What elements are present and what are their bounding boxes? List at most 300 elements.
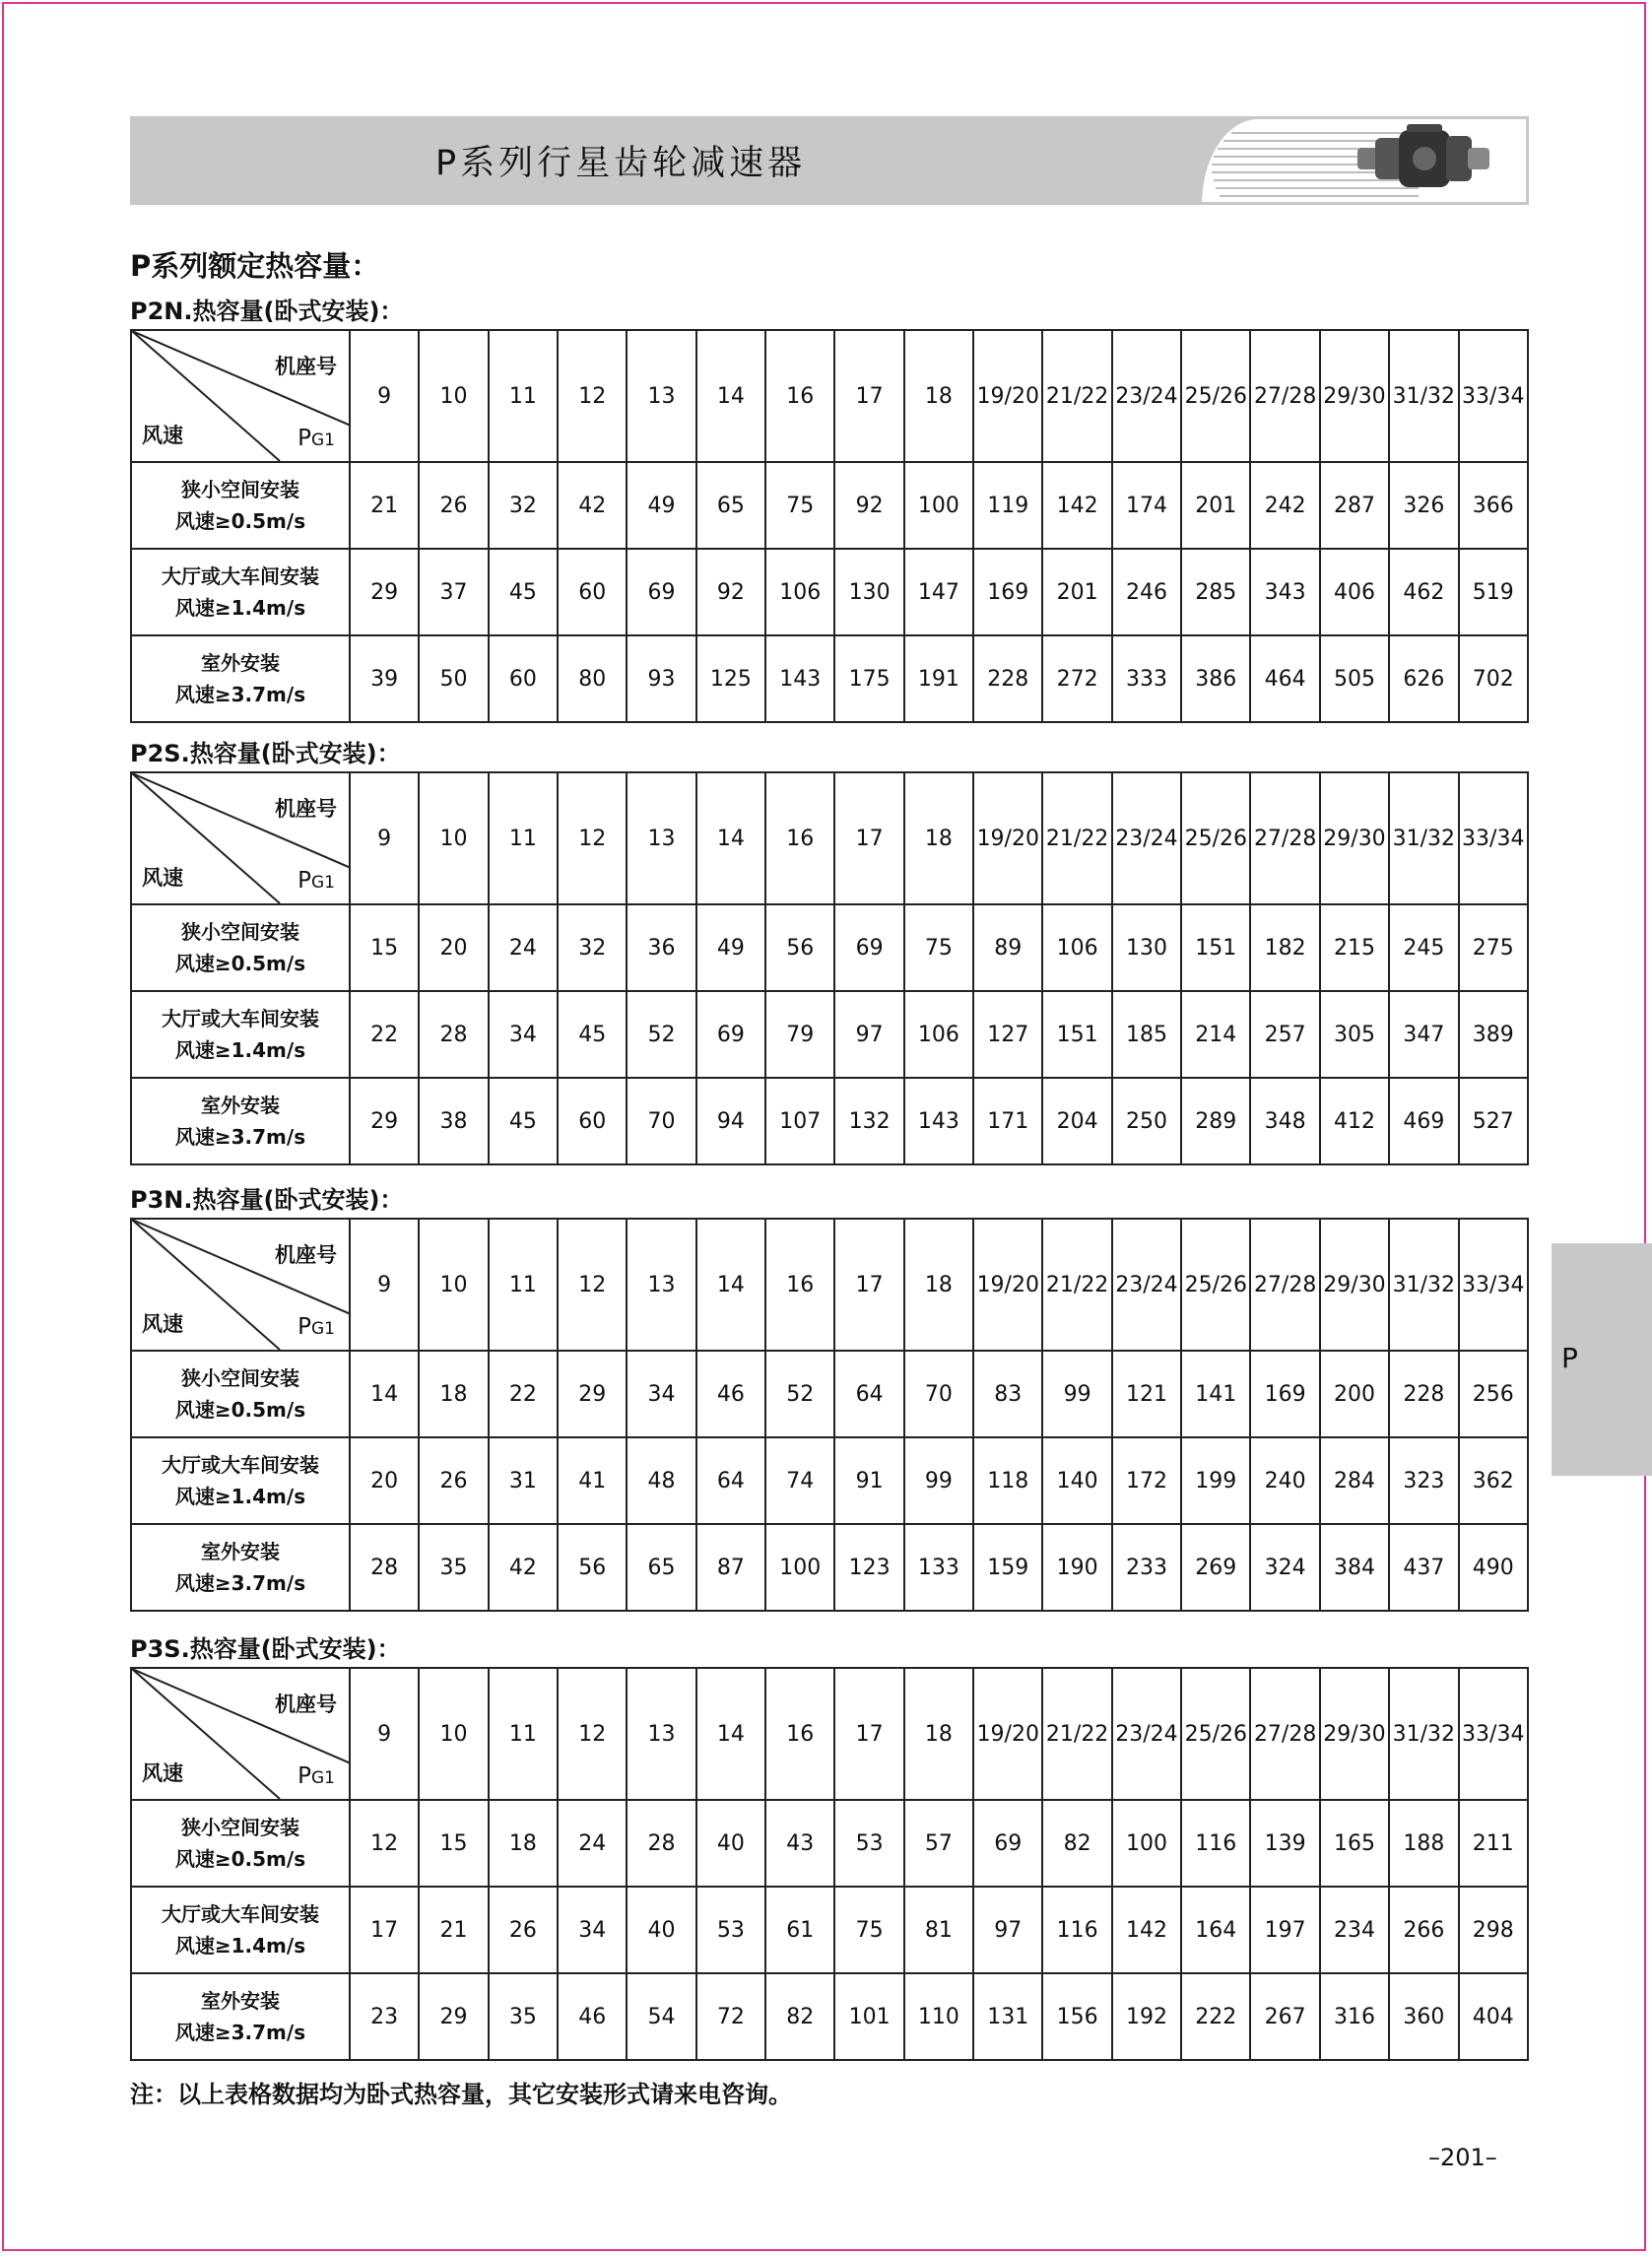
value-cell: 56 — [558, 1524, 627, 1611]
value-cell: 285 — [1181, 549, 1250, 635]
column-header: 14 — [696, 772, 765, 904]
column-header: 23/24 — [1112, 772, 1181, 904]
wind-speed-value: 风速≥0.5m/s — [174, 952, 306, 975]
value-cell: 61 — [765, 1887, 834, 1973]
value-cell: 233 — [1112, 1524, 1181, 1611]
table-title: P3S.热容量(卧式安装)： — [130, 1635, 401, 1663]
value-cell: 228 — [1389, 1351, 1458, 1437]
row-label — [131, 991, 350, 1078]
wind-speed-label: 风速 — [142, 866, 183, 890]
value-cell: 326 — [1389, 462, 1458, 549]
value-cell: 165 — [1320, 1800, 1389, 1887]
value-cell: 490 — [1459, 1524, 1529, 1611]
column-header: 27/28 — [1250, 1668, 1319, 1800]
column-header: 17 — [834, 1668, 903, 1800]
value-cell: 72 — [696, 1973, 765, 2060]
column-header: 33/34 — [1459, 330, 1529, 462]
column-header: 11 — [489, 1668, 558, 1800]
value-cell: 60 — [489, 635, 558, 722]
column-header: 31/32 — [1389, 1219, 1458, 1351]
value-cell: 626 — [1389, 635, 1458, 722]
wind-speed-value: 风速≥0.5m/s — [174, 509, 306, 533]
table-row — [131, 1524, 1528, 1611]
install-type: 大厅或大车间安装 — [162, 1902, 319, 1926]
value-cell: 99 — [904, 1437, 973, 1524]
value-cell: 141 — [1181, 1351, 1250, 1437]
column-header: 29/30 — [1320, 330, 1389, 462]
value-cell: 37 — [419, 549, 488, 635]
value-cell: 24 — [489, 904, 558, 991]
row-label — [131, 1351, 350, 1437]
value-cell: 56 — [765, 904, 834, 991]
value-cell: 97 — [834, 991, 903, 1078]
value-cell: 35 — [489, 1973, 558, 2060]
install-type: 狭小空间安装 — [181, 1366, 299, 1390]
value-cell: 35 — [419, 1524, 488, 1611]
value-cell: 60 — [558, 549, 627, 635]
column-header: 23/24 — [1112, 1219, 1181, 1351]
value-cell: 42 — [558, 462, 627, 549]
value-cell: 275 — [1459, 904, 1529, 991]
diagonal-header-cell — [131, 772, 350, 904]
value-cell: 200 — [1320, 1351, 1389, 1437]
page-heading: P系列额定热容量： — [130, 249, 380, 283]
value-cell: 75 — [904, 904, 973, 991]
value-cell: 29 — [350, 549, 419, 635]
value-cell: 92 — [696, 549, 765, 635]
value-cell: 527 — [1459, 1078, 1529, 1164]
value-cell: 147 — [904, 549, 973, 635]
row-label — [131, 549, 350, 635]
table-row — [131, 1973, 1528, 2060]
value-cell: 69 — [973, 1800, 1042, 1887]
column-header: 25/26 — [1181, 330, 1250, 462]
wind-speed-label: 风速 — [142, 424, 183, 447]
pg-label: P — [297, 1314, 311, 1340]
value-cell: 34 — [558, 1887, 627, 1973]
value-cell: 38 — [419, 1078, 488, 1164]
table-row — [131, 1078, 1528, 1164]
value-cell: 214 — [1181, 991, 1250, 1078]
column-header: 18 — [904, 1219, 973, 1351]
table-row — [131, 1887, 1528, 1973]
value-cell: 174 — [1112, 462, 1181, 549]
value-cell: 100 — [765, 1524, 834, 1611]
value-cell: 43 — [765, 1800, 834, 1887]
column-header: 21/22 — [1042, 330, 1111, 462]
value-cell: 26 — [419, 462, 488, 549]
value-cell: 18 — [489, 1800, 558, 1887]
value-cell: 343 — [1250, 549, 1319, 635]
heat-capacity-table — [130, 1218, 1529, 1612]
value-cell: 74 — [765, 1437, 834, 1524]
column-header: 17 — [834, 330, 903, 462]
value-cell: 324 — [1250, 1524, 1319, 1611]
value-cell: 406 — [1320, 549, 1389, 635]
value-cell: 26 — [419, 1437, 488, 1524]
value-cell: 182 — [1250, 904, 1319, 991]
column-header: 12 — [558, 330, 627, 462]
value-cell: 97 — [973, 1887, 1042, 1973]
value-cell: 70 — [904, 1351, 973, 1437]
column-header: 25/26 — [1181, 1668, 1250, 1800]
value-cell: 201 — [1042, 549, 1111, 635]
install-type: 室外安装 — [201, 651, 280, 675]
value-cell: 140 — [1042, 1437, 1111, 1524]
value-cell: 23 — [350, 1973, 419, 2060]
value-cell: 171 — [973, 1078, 1042, 1164]
pg-subscript: G1 — [311, 1768, 335, 1788]
wind-speed-value: 风速≥3.7m/s — [174, 1571, 306, 1595]
value-cell: 256 — [1459, 1351, 1529, 1437]
column-header: 31/32 — [1389, 330, 1458, 462]
column-header: 33/34 — [1459, 1668, 1529, 1800]
table-title: P2N.热容量(卧式安装)： — [130, 298, 404, 325]
value-cell: 267 — [1250, 1973, 1319, 2060]
pg-label: P — [297, 868, 311, 894]
column-header: 16 — [765, 772, 834, 904]
value-cell: 298 — [1459, 1887, 1529, 1973]
install-type: 室外安装 — [201, 1540, 280, 1563]
value-cell: 45 — [489, 549, 558, 635]
pg-subscript: G1 — [311, 873, 335, 893]
value-cell: 702 — [1459, 635, 1529, 722]
value-cell: 143 — [904, 1078, 973, 1164]
value-cell: 83 — [973, 1351, 1042, 1437]
value-cell: 201 — [1181, 462, 1250, 549]
value-cell: 29 — [350, 1078, 419, 1164]
value-cell: 462 — [1389, 549, 1458, 635]
column-header: 11 — [489, 1219, 558, 1351]
value-cell: 82 — [765, 1973, 834, 2060]
value-cell: 34 — [627, 1351, 695, 1437]
value-cell: 469 — [1389, 1078, 1458, 1164]
value-cell: 139 — [1250, 1800, 1319, 1887]
column-header: 21/22 — [1042, 1668, 1111, 1800]
value-cell: 46 — [696, 1351, 765, 1437]
value-cell: 107 — [765, 1078, 834, 1164]
install-type: 狭小空间安装 — [181, 920, 299, 944]
row-label — [131, 1887, 350, 1973]
column-header: 9 — [350, 1219, 419, 1351]
column-header: 21/22 — [1042, 772, 1111, 904]
value-cell: 89 — [973, 904, 1042, 991]
value-cell: 65 — [627, 1524, 695, 1611]
value-cell: 246 — [1112, 549, 1181, 635]
value-cell: 384 — [1320, 1524, 1389, 1611]
column-header: 11 — [489, 330, 558, 462]
column-header: 14 — [696, 1219, 765, 1351]
column-header: 9 — [350, 330, 419, 462]
value-cell: 28 — [419, 991, 488, 1078]
column-header: 14 — [696, 330, 765, 462]
diagonal-header-cell — [131, 1668, 350, 1800]
value-cell: 169 — [973, 549, 1042, 635]
value-cell: 92 — [834, 462, 903, 549]
table-row — [131, 1800, 1528, 1887]
column-header: 19/20 — [973, 330, 1042, 462]
value-cell: 52 — [765, 1351, 834, 1437]
column-header: 9 — [350, 772, 419, 904]
value-cell: 110 — [904, 1973, 973, 2060]
install-type: 狭小空间安装 — [181, 1816, 299, 1839]
value-cell: 127 — [973, 991, 1042, 1078]
column-header: 10 — [419, 1219, 488, 1351]
table-row — [131, 549, 1528, 635]
value-cell: 17 — [350, 1887, 419, 1973]
column-header: 23/24 — [1112, 330, 1181, 462]
value-cell: 21 — [350, 462, 419, 549]
value-cell: 197 — [1250, 1887, 1319, 1973]
value-cell: 360 — [1389, 1973, 1458, 2060]
column-header: 12 — [558, 772, 627, 904]
frame-no-label: 机座号 — [275, 797, 337, 821]
value-cell: 106 — [904, 991, 973, 1078]
value-cell: 132 — [834, 1078, 903, 1164]
column-header: 17 — [834, 772, 903, 904]
install-type: 室外安装 — [201, 1989, 280, 2013]
value-cell: 20 — [350, 1437, 419, 1524]
value-cell: 29 — [419, 1973, 488, 2060]
value-cell: 82 — [1042, 1800, 1111, 1887]
column-header: 11 — [489, 772, 558, 904]
page-title: P系列行星齿轮减速器 — [435, 144, 807, 183]
column-header: 19/20 — [973, 1668, 1042, 1800]
value-cell: 143 — [765, 635, 834, 722]
heat-capacity-table — [130, 329, 1529, 723]
value-cell: 53 — [834, 1800, 903, 1887]
value-cell: 272 — [1042, 635, 1111, 722]
value-cell: 21 — [419, 1887, 488, 1973]
value-cell: 164 — [1181, 1887, 1250, 1973]
value-cell: 81 — [904, 1887, 973, 1973]
value-cell: 240 — [1250, 1437, 1319, 1524]
value-cell: 133 — [904, 1524, 973, 1611]
table-title: P3N.热容量(卧式安装)： — [130, 1186, 404, 1214]
row-label — [131, 1973, 350, 2060]
column-header: 10 — [419, 772, 488, 904]
value-cell: 15 — [419, 1800, 488, 1887]
value-cell: 87 — [696, 1524, 765, 1611]
pg-label: P — [297, 426, 311, 451]
pg-subscript: G1 — [311, 431, 335, 450]
value-cell: 80 — [558, 635, 627, 722]
value-cell: 41 — [558, 1437, 627, 1524]
column-header: 12 — [558, 1219, 627, 1351]
value-cell: 222 — [1181, 1973, 1250, 2060]
side-tab-label: P — [1561, 1342, 1578, 1374]
value-cell: 22 — [350, 991, 419, 1078]
planetary-gearbox-icon — [1350, 118, 1497, 199]
value-cell: 42 — [489, 1524, 558, 1611]
column-header: 9 — [350, 1668, 419, 1800]
column-header: 12 — [558, 1668, 627, 1800]
value-cell: 172 — [1112, 1437, 1181, 1524]
value-cell: 116 — [1042, 1887, 1111, 1973]
frame-no-label: 机座号 — [275, 1693, 337, 1716]
frame-no-label: 机座号 — [275, 1243, 337, 1267]
column-header: 14 — [696, 1668, 765, 1800]
value-cell: 69 — [696, 991, 765, 1078]
value-cell: 204 — [1042, 1078, 1111, 1164]
column-header: 23/24 — [1112, 1668, 1181, 1800]
column-header: 18 — [904, 1668, 973, 1800]
value-cell: 119 — [973, 462, 1042, 549]
value-cell: 40 — [627, 1887, 695, 1973]
value-cell: 169 — [1250, 1351, 1319, 1437]
column-header: 18 — [904, 772, 973, 904]
install-type: 大厅或大车间安装 — [162, 564, 319, 588]
value-cell: 412 — [1320, 1078, 1389, 1164]
heat-capacity-table — [130, 771, 1529, 1165]
value-cell: 159 — [973, 1524, 1042, 1611]
value-cell: 101 — [834, 1973, 903, 2060]
column-header: 33/34 — [1459, 1219, 1529, 1351]
wind-speed-value: 风速≥1.4m/s — [174, 596, 306, 620]
value-cell: 64 — [834, 1351, 903, 1437]
value-cell: 348 — [1250, 1078, 1319, 1164]
value-cell: 46 — [558, 1973, 627, 2060]
value-cell: 142 — [1112, 1887, 1181, 1973]
column-header: 27/28 — [1250, 772, 1319, 904]
value-cell: 242 — [1250, 462, 1319, 549]
wind-speed-value: 风速≥3.7m/s — [174, 1125, 306, 1149]
value-cell: 211 — [1459, 1800, 1529, 1887]
diagonal-header-cell — [131, 1219, 350, 1351]
value-cell: 130 — [1112, 904, 1181, 991]
pg1-label — [297, 1314, 335, 1340]
value-cell: 75 — [765, 462, 834, 549]
value-cell: 156 — [1042, 1973, 1111, 2060]
value-cell: 130 — [834, 549, 903, 635]
column-header: 27/28 — [1250, 1219, 1319, 1351]
value-cell: 12 — [350, 1800, 419, 1887]
value-cell: 28 — [627, 1800, 695, 1887]
column-header: 21/22 — [1042, 1219, 1111, 1351]
wind-speed-label: 风速 — [142, 1761, 183, 1785]
value-cell: 284 — [1320, 1437, 1389, 1524]
value-cell: 49 — [627, 462, 695, 549]
column-header: 10 — [419, 1668, 488, 1800]
value-cell: 386 — [1181, 635, 1250, 722]
value-cell: 404 — [1459, 1973, 1529, 2060]
column-header: 31/32 — [1389, 772, 1458, 904]
value-cell: 142 — [1042, 462, 1111, 549]
value-cell: 190 — [1042, 1524, 1111, 1611]
value-cell: 28 — [350, 1524, 419, 1611]
value-cell: 39 — [350, 635, 419, 722]
value-cell: 519 — [1459, 549, 1529, 635]
value-cell: 91 — [834, 1437, 903, 1524]
value-cell: 20 — [419, 904, 488, 991]
wind-speed-value: 风速≥1.4m/s — [174, 1934, 306, 1958]
table-row — [131, 1437, 1528, 1524]
value-cell: 99 — [1042, 1351, 1111, 1437]
value-cell: 266 — [1389, 1887, 1458, 1973]
value-cell: 34 — [489, 991, 558, 1078]
value-cell: 289 — [1181, 1078, 1250, 1164]
value-cell: 32 — [489, 462, 558, 549]
value-cell: 32 — [558, 904, 627, 991]
value-cell: 79 — [765, 991, 834, 1078]
wind-speed-value: 风速≥3.7m/s — [174, 683, 306, 706]
column-header: 13 — [627, 1668, 695, 1800]
value-cell: 192 — [1112, 1973, 1181, 2060]
table-row — [131, 462, 1528, 549]
column-header: 29/30 — [1320, 1668, 1389, 1800]
value-cell: 347 — [1389, 991, 1458, 1078]
wind-speed-value: 风速≥0.5m/s — [174, 1398, 306, 1422]
value-cell: 50 — [419, 635, 488, 722]
column-header: 13 — [627, 1219, 695, 1351]
wind-speed-label: 风速 — [142, 1312, 183, 1336]
column-header: 17 — [834, 1219, 903, 1351]
value-cell: 100 — [904, 462, 973, 549]
column-header: 18 — [904, 330, 973, 462]
column-header: 27/28 — [1250, 330, 1319, 462]
value-cell: 70 — [627, 1078, 695, 1164]
value-cell: 29 — [558, 1351, 627, 1437]
value-cell: 250 — [1112, 1078, 1181, 1164]
value-cell: 26 — [489, 1887, 558, 1973]
table-row — [131, 635, 1528, 722]
value-cell: 362 — [1459, 1437, 1529, 1524]
value-cell: 60 — [558, 1078, 627, 1164]
column-header: 16 — [765, 330, 834, 462]
value-cell: 234 — [1320, 1887, 1389, 1973]
pg1-label — [297, 426, 335, 451]
value-cell: 53 — [696, 1887, 765, 1973]
value-cell: 36 — [627, 904, 695, 991]
wind-speed-value: 风速≥1.4m/s — [174, 1485, 306, 1508]
value-cell: 106 — [1042, 904, 1111, 991]
value-cell: 228 — [973, 635, 1042, 722]
value-cell: 185 — [1112, 991, 1181, 1078]
value-cell: 65 — [696, 462, 765, 549]
value-cell: 464 — [1250, 635, 1319, 722]
value-cell: 40 — [696, 1800, 765, 1887]
value-cell: 48 — [627, 1437, 695, 1524]
table-row — [131, 991, 1528, 1078]
column-header: 16 — [765, 1219, 834, 1351]
value-cell: 15 — [350, 904, 419, 991]
column-header: 10 — [419, 330, 488, 462]
pg1-label — [297, 1763, 335, 1789]
value-cell: 199 — [1181, 1437, 1250, 1524]
value-cell: 366 — [1459, 462, 1529, 549]
value-cell: 49 — [696, 904, 765, 991]
value-cell: 24 — [558, 1800, 627, 1887]
value-cell: 151 — [1042, 991, 1111, 1078]
column-header: 13 — [627, 772, 695, 904]
install-type: 大厅或大车间安装 — [162, 1007, 319, 1030]
value-cell: 93 — [627, 635, 695, 722]
header-banner — [130, 116, 1529, 205]
value-cell: 69 — [834, 904, 903, 991]
install-type: 狭小空间安装 — [181, 478, 299, 501]
value-cell: 287 — [1320, 462, 1389, 549]
page-number: –201– — [1428, 2144, 1497, 2171]
value-cell: 191 — [904, 635, 973, 722]
column-header: 19/20 — [973, 772, 1042, 904]
value-cell: 269 — [1181, 1524, 1250, 1611]
table-title: P2S.热容量(卧式安装)： — [130, 740, 401, 767]
footnote: 注：以上表格数据均为卧式热容量，其它安装形式请来电咨询。 — [130, 2081, 792, 2108]
value-cell: 188 — [1389, 1800, 1458, 1887]
frame-no-label: 机座号 — [275, 355, 337, 378]
value-cell: 22 — [489, 1351, 558, 1437]
value-cell: 18 — [419, 1351, 488, 1437]
